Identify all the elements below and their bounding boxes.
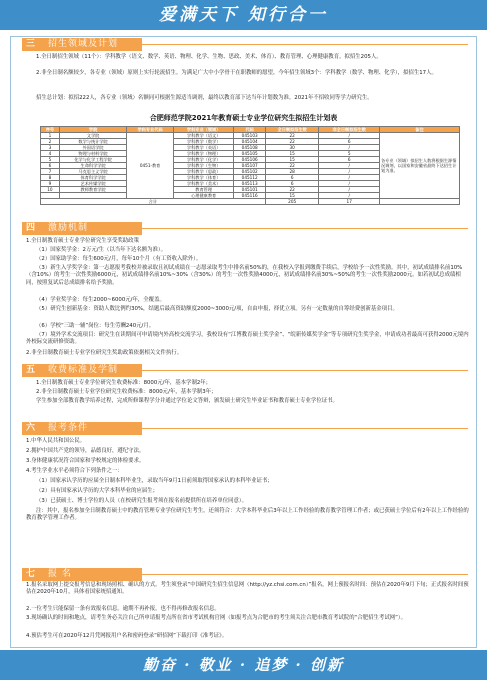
cell-fulltime: 22 <box>265 139 319 145</box>
th-note: 备注 <box>380 127 460 133</box>
cell-code: 045112 <box>234 175 265 181</box>
cell-index: 6 <box>41 163 60 169</box>
cell-parttime: / <box>319 175 380 181</box>
cell-field: 心理健康教育 <box>173 193 234 199</box>
cell-field: 学科教学（化学） <box>173 157 234 163</box>
cell-fulltime: 22 <box>265 187 319 193</box>
cell-index: 4 <box>41 151 60 157</box>
cell-parttime: 5 <box>319 151 380 157</box>
cell-college: 生命科学学院 <box>59 163 126 169</box>
cell-college: 马克思主义学院 <box>59 169 126 175</box>
cell-parttime: / <box>319 181 380 187</box>
section-6-title: 报考条件 <box>48 423 89 433</box>
s3-para-1: 1.全日制招生领域（11个）：学科教学（语文、数学、英语、物理、化学、生物、思政、美术、体育）、教育管理、心理健康教育。拟招生205人。 <box>36 54 382 60</box>
cell-fulltime: 6 <box>265 181 319 187</box>
cell-field: 学科教学（物理） <box>173 151 234 157</box>
section-5-number: 五 <box>26 365 36 375</box>
total-note <box>380 199 460 205</box>
s6-para-6: （2）具有国家承认学历的大学本科毕业的应届生； <box>36 488 159 494</box>
s5-para-1: 1.全日制教育硕士专业学位研究生收费标准：8000元/年，基本学制2年； <box>36 380 212 386</box>
section-3-title: 招生领域及计划 <box>48 39 119 49</box>
cell-field: 学科教学（英语） <box>173 145 234 151</box>
cell-field: 学科教学（体育） <box>173 175 234 181</box>
cell-field: 学科教学（思政） <box>173 169 234 175</box>
th-fulltime: 全日制拟招生数 <box>265 127 319 133</box>
cell-index: 1 <box>41 133 60 139</box>
cell-fulltime: 28 <box>265 169 319 175</box>
total-parttime: 17 <box>319 199 380 205</box>
table-title: 合肥师范学院2021年教育硕士专业学位研究生拟招生计划表 <box>149 114 338 122</box>
cell-field: 学科教学（语文） <box>173 133 234 139</box>
th-field: 学科专业（领域） <box>173 127 234 133</box>
th-code: 代码 <box>234 127 265 133</box>
cell-major-code: 0451-教育 <box>127 133 174 199</box>
th-college: 学院 <box>59 127 126 133</box>
top-banner: 爱满天下 知行合一 <box>0 0 487 30</box>
th-index: 序号 <box>41 127 60 133</box>
cell-field: 教育管理 <box>173 187 234 193</box>
th-parttime: 非全日制拟招生数 <box>319 127 380 133</box>
cell-index: 7 <box>41 169 60 175</box>
cell-index: 3 <box>41 145 60 151</box>
cell-parttime: / <box>319 145 380 151</box>
s3-para-3: 招生总计划：拟招222人，各专业（领域）名额同可根据生源适当调剂，最终以教育部下达当年计划数为准。2021年不招收同等学力研究生。 <box>36 95 373 101</box>
section-6-header <box>22 422 468 435</box>
cell-code: 045106 <box>234 157 265 163</box>
s6-para-4: 4.考生学业水平必须符合下列条件之一： <box>26 468 123 474</box>
cell-college: 外国语学院 <box>59 145 126 151</box>
cell-code: 045113 <box>234 181 265 187</box>
s6-para-2: 2.拥护中国共产党的领导，品德良好，遵纪守法。 <box>26 448 145 454</box>
enrollment-table <box>40 126 460 205</box>
s7-para-2: 2.一位考生只能保留一条有效报名信息。逾期不再补报，也不得再修改报名信息。 <box>26 606 220 612</box>
s4-para-9: 2.非全日制教育硕士专业学位研究生奖助政策依据相关文件执行。 <box>26 350 183 356</box>
s5-para-3: 学生参加全部教育教学培养过程，完成所修课程学分并通过学位论文答辩，颁发硕士研究生毕业证书和教育硕士专业学位证书。 <box>36 398 338 404</box>
cell-code: 045103 <box>234 133 265 139</box>
s5-para-2: 2.非全日制教育硕士专业学位研究生收费标准：8000元/年，基本学制3年； <box>36 389 217 395</box>
cell-note: 各专业（领域）拟招生人数将根据生源情况调剂，以国家和安徽省最终下达招生计划为准。 <box>380 133 460 199</box>
cell-fulltime: 15 <box>265 193 319 199</box>
cell-parttime: / <box>319 169 380 175</box>
section-3-number: 三 <box>26 39 36 49</box>
s4-para-6: （5）研究生创新基金：资助人数比例约30%，结题后最高资助额度2000~3000元/项，自由申报，择优立项。另有一定数量的自筹经费创新基金项目。 <box>36 306 398 312</box>
s6-para-8: 注：其中，报名参加全日制教育硕士中的教育管理专业学位研究生考生，还须符合：大学本科毕业后3年以上工作经验的教育教学管理工作者；或已获硕士学位后有2年以上工作经验的教育教学管理工作者。 <box>26 508 469 522</box>
s6-para-5: （1）国家承认学历的应届全日制本科毕业生，录取当年9月1日前须取得国家承认的本科毕业证书； <box>36 478 273 484</box>
cell-code: 045107 <box>234 163 265 169</box>
cell-college: 艺术传媒学院 <box>59 181 126 187</box>
cell-index: 10 <box>41 187 60 193</box>
table-total-row <box>41 199 460 205</box>
cell-field: 学科教学（生物） <box>173 163 234 169</box>
s4-para-2: （1）国家奖学金：2万元/生（以当年下达名额为准）。 <box>36 247 166 253</box>
s7-para-4: 4.预估考生可在2020年12月凭网报用户名和密码登录“研招网”下载打印《准考证》。 <box>26 633 228 639</box>
s3-para-2: 2.非全日制名额较少，各专业（领域）原则上实行轮流招生。为满足广大中小学骨干在职教师的愿望，今年招生领域3个：学科教学（数学、物理、化学），拟招生17人。 <box>36 70 437 76</box>
s7-para-1: 1.报名采取网上提交报考信息和现场照相、确认的方式。考生须登录“中国研究生招生信息网（http://yz.chsi.com.cn）”报名，网上预报名时间：预估在2020年9月下旬；正式报名时间预估在2020年10月，具体看国家统招通知。 <box>26 582 469 596</box>
cell-code: 045108 <box>234 145 265 151</box>
cell-fulltime: 6 <box>265 175 319 181</box>
cell-code: 045116 <box>234 193 265 199</box>
cell-index: 2 <box>41 139 60 145</box>
cell-index: 5 <box>41 157 60 163</box>
total-label: 合计 <box>41 199 266 205</box>
section-5-header <box>22 364 468 377</box>
th-major-code: 学科专业代码 <box>127 127 174 133</box>
s6-para-7: （3）已获硕士、博士学位的人员（在校研究生报考须在报名前提供所在培养单位同意）。 <box>36 498 247 504</box>
cell-college: 化学与化学工程学院 <box>59 157 126 163</box>
cell-parttime: / <box>319 163 380 169</box>
cell-index: 9 <box>41 181 60 187</box>
bottom-banner: 勤奋 · 敬业 · 追梦 · 创新 <box>0 650 487 680</box>
s6-para-1: 1.中华人民共和国公民。 <box>26 438 86 444</box>
cell-field: 学科教学（数学） <box>173 139 234 145</box>
cell-code: 045104 <box>234 139 265 145</box>
s4-para-8: （7）境外学术交流项目：研究生在读期间可申请境内外高校交流学习，我校设有“江博教育硕士奖学金”、“皖新传媒奖学金”等专项研究生奖学金，申请成功者最高可获得2000元境内外校际交流研修资助。 <box>26 332 469 346</box>
cell-fulltime: 15 <box>265 157 319 163</box>
cell-parttime: / <box>319 193 380 199</box>
cell-college: 物理与材料学院 <box>59 151 126 157</box>
s4-para-7: （6）学校“三助一辅”岗位：每生劳酬240元/月。 <box>36 323 155 329</box>
section-7-header <box>22 568 468 581</box>
cell-field: 学科教学（美术） <box>173 181 234 187</box>
s7-para-3: 3.现场确认的时间和地点，请考生务必关注自己所申请报考点所在省市考试机构官网（如报考点为合肥市的考生须关注合肥市教育考试院的“合肥招生考试网”）。 <box>26 615 406 621</box>
cell-fulltime: 22 <box>265 133 319 139</box>
section-7-title: 报 名 <box>48 569 72 579</box>
cell-college: 文学院 <box>59 133 126 139</box>
s4-para-3: （2）国家助学金：每生600元/月，每年10个月（有工资收入除外）。 <box>36 256 202 262</box>
cell-college: 体育科学学院 <box>59 175 126 181</box>
section-4-header <box>22 222 468 235</box>
cell-parttime: / <box>319 133 380 139</box>
cell-code: 045102 <box>234 169 265 175</box>
s6-para-3: 3.身体健康状况符合国家和学校规定的体检要求。 <box>26 458 145 464</box>
cell-index: 8 <box>41 175 60 181</box>
section-4-number: 四 <box>26 223 36 233</box>
cell-parttime: 6 <box>319 139 380 145</box>
cell-parttime: 6 <box>319 157 380 163</box>
cell-code: 045105 <box>234 151 265 157</box>
section-6-number: 六 <box>26 423 36 433</box>
cell-fulltime: 22 <box>265 163 319 169</box>
s4-para-5: （4）学业奖学金：每生2000~6000元/年，全覆盖。 <box>36 297 165 303</box>
cell-parttime: / <box>319 187 380 193</box>
section-4-title: 激励机制 <box>48 223 89 233</box>
cell-code: 045101 <box>234 187 265 193</box>
s4-para-1: 1.全日制教育硕士专业学位研究生享受奖助政策 <box>26 238 139 244</box>
section-3-header <box>22 38 468 51</box>
cell-college: 数学与统计学院 <box>59 139 126 145</box>
s4-para-4: （3）新生入学奖学金：第一志愿报考我校并被录取且初试成绩在一志愿录取考生中排名前50%的，在我校入学报到缴费手续后，学校给予一次性奖励。其中，初试成绩排名前10%（含10%）的考生一次性奖励6000元，初试成绩排名前10%~30%（含30%）的考生一次性奖励4000元，初试成绩排名前30%~50%的考生一次性奖励2000元。如若初试总成绩相同，按照复试后总成绩排名给予奖励。 <box>26 265 463 286</box>
cell-fulltime: 15 <box>265 151 319 157</box>
cell-college: 教师教育学院 <box>59 187 126 193</box>
cell-fulltime: 30 <box>265 145 319 151</box>
section-7-number: 七 <box>26 569 36 579</box>
total-fulltime: 205 <box>265 199 319 205</box>
section-5-title: 收费标准及学制 <box>48 365 119 375</box>
